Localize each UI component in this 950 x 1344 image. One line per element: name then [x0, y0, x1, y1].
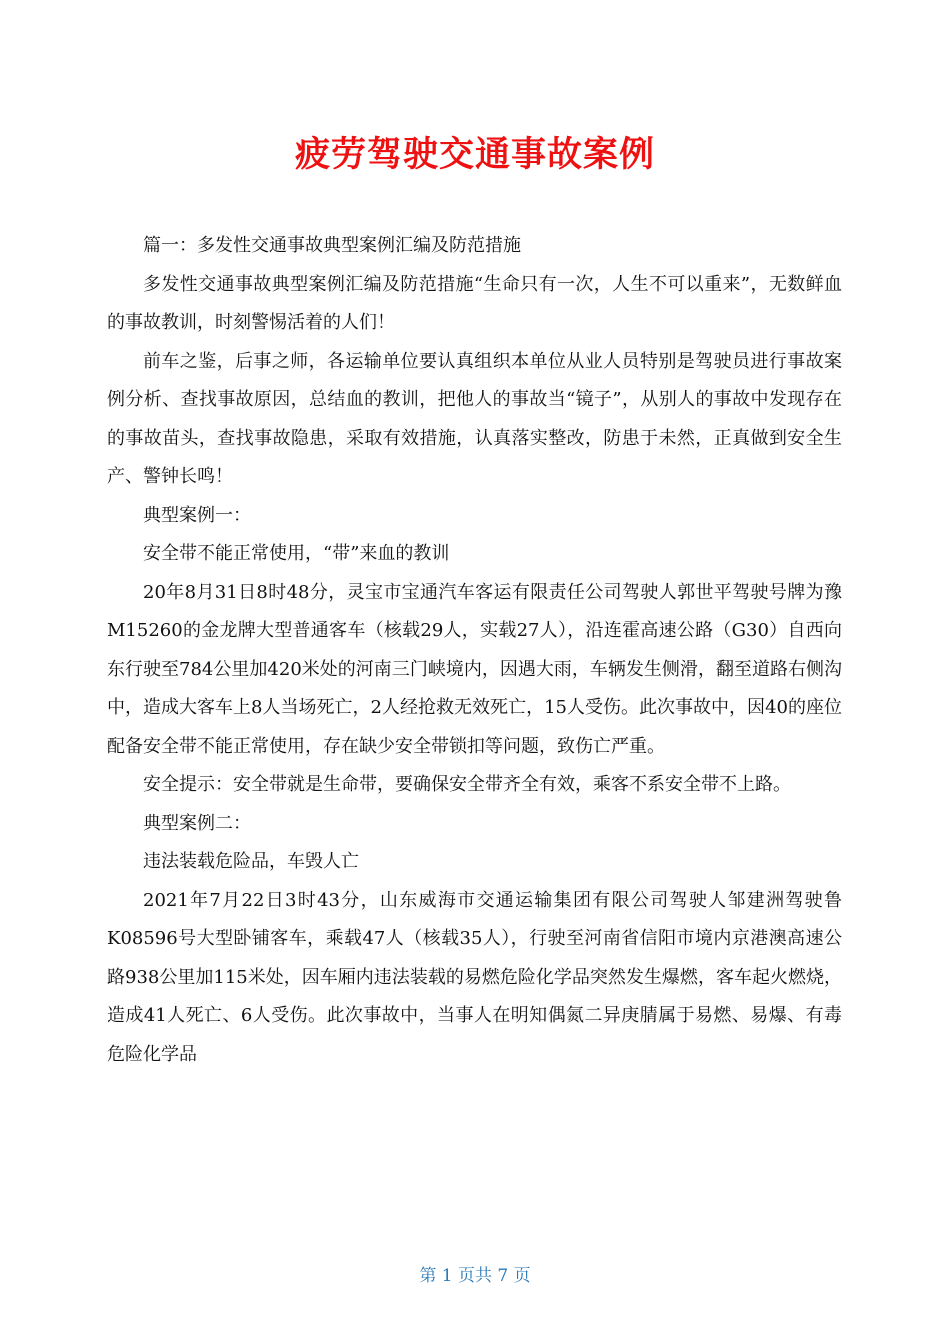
paragraph: 多发性交通事故典型案例汇编及防范措施“生命只有一次，人生不可以重来”，无数鲜血的事故教训，时刻警惕活着的人们！	[107, 273, 842, 333]
paragraph: 安全提示：安全带就是生命带，要确保安全带齐全有效，乘客不系安全带不上路。	[143, 774, 791, 795]
page-footer: 第 1 页共 7 页	[419, 1266, 531, 1286]
paragraph: 典型案例一：	[143, 504, 251, 526]
document-title: 疲劳驾驶交通事故案例	[294, 135, 655, 176]
paragraph: 篇一：多发性交通事故典型案例汇编及防范措施	[143, 235, 521, 256]
document-body	[107, 227, 842, 1074]
paragraph: 典型案例二：	[143, 812, 251, 834]
paragraph: 2021年7月22日3时43分，山东威海市交通运输集团有限公司驾驶人邹建洲驾驶鲁K08596号大型卧铺客车，乘载47人（核载35人），行驶至河南省信阳市境内京港澳高速公路938公里加115米处，因车厢内违法装载的易燃危险化学品突然发生爆燃，客车起火燃烧，造成41人死亡、6人受伤。此次事故中，当事人在明知偶氮二异庚腈属于易燃、易爆、有毒危险化学品	[107, 889, 842, 1065]
paragraph: 安全带不能正常使用，“带”来血的教训	[143, 543, 450, 564]
paragraph: 前车之鉴，后事之师，各运输单位要认真组织本单位从业人员特别是驾驶员进行事故案例分析、查找事故原因，总结血的教训，把他人的事故当“镜子”，从别人的事故中发现存在的事故苗头，查找事故隐患，采取有效措施，认真落实整改，防患于未然，正真做到安全生产、警钟长鸣！	[107, 350, 842, 487]
paragraph: 违法装载危险品，车毁人亡	[143, 851, 359, 872]
paragraph: 20年8月31日8时48分，灵宝市宝通汽车客运有限责任公司驾驶人郭世平驾驶号牌为豫M15260的金龙牌大型普通客车（核载29人，实载27人），沿连霍高速公路（G30）自西向东行驶至784公里加420米处的河南三门峡境内，因遇大雨，车辆发生侧滑，翻至道路右侧沟中，造成大客车上8人当场死亡，2人经抢救无效死亡，15人受伤。此次事故中，因40的座位配备安全带不能正常使用，存在缺少安全带锁扣等问题，致伤亡严重。	[107, 581, 842, 757]
